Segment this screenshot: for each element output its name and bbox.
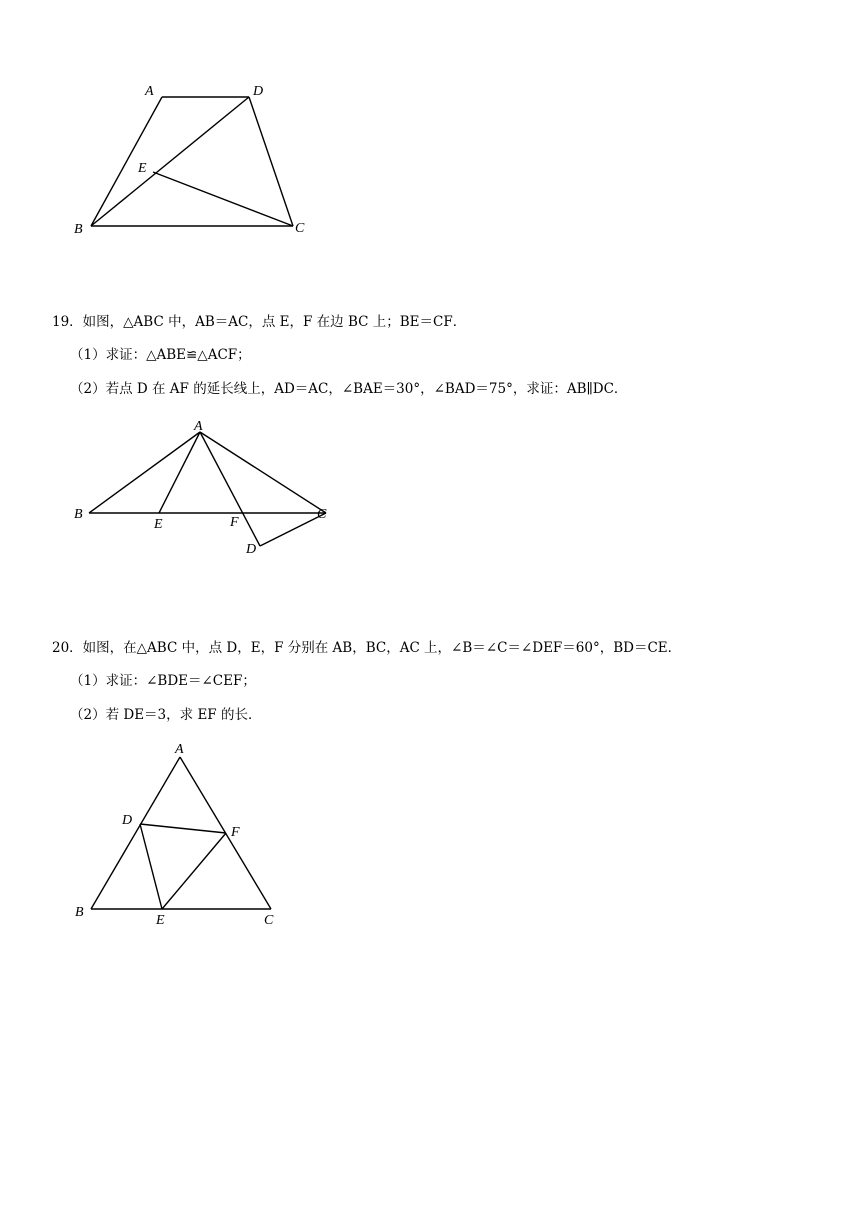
- figure-18-lines: [91, 97, 293, 226]
- segment-EC: [153, 172, 293, 226]
- q20-part1: （1）求证：∠BDE＝∠CEF；: [70, 673, 256, 689]
- segment-AB: [91, 97, 162, 226]
- figure-19-lines: [89, 432, 326, 546]
- q19-part2: （2）若点 D 在 AF 的延长线上，AD＝AC，∠BAE＝30°，∠BAD＝75°，求证：AB∥DC．: [70, 381, 628, 397]
- label-D-19: D: [246, 542, 257, 557]
- segment-AC-19: [200, 432, 326, 513]
- label-C-20: C: [264, 913, 274, 928]
- segment-BD: [91, 97, 249, 226]
- label-E-19: E: [154, 517, 163, 532]
- label-B: B: [74, 222, 83, 237]
- label-C-19: C: [317, 507, 327, 522]
- label-A: A: [145, 84, 154, 99]
- label-F-20: F: [231, 825, 240, 840]
- figure-20-lines: [91, 757, 271, 909]
- q20-stem: 20．如图，在△ABC 中，点 D，E，F 分别在 AB，BC，AC 上，∠B＝∠C＝∠DEF＝60°，BD＝CE．: [52, 640, 682, 656]
- segment-DC: [249, 97, 293, 226]
- q20-part2: （2）若 DE＝3，求 EF 的长．: [70, 707, 262, 723]
- label-A-19: A: [194, 419, 203, 434]
- label-E: E: [138, 161, 147, 176]
- label-B-20: B: [75, 905, 84, 920]
- segment-DE-20: [140, 824, 162, 909]
- label-E-20: E: [156, 913, 165, 928]
- label-C: C: [295, 221, 305, 236]
- q19-stem: 19．如图，△ABC 中，AB＝AC，点 E，F 在边 BC 上；BE＝CF．: [52, 314, 467, 330]
- label-B-19: B: [74, 507, 83, 522]
- label-D: D: [253, 84, 264, 99]
- label-A-20: A: [175, 742, 184, 757]
- segment-AB-19: [89, 432, 200, 513]
- segment-AB-20: [91, 757, 180, 909]
- label-F-19: F: [230, 515, 239, 530]
- q19-part1: （1）求证：△ABE≌△ACF；: [70, 347, 251, 363]
- label-D-20: D: [122, 813, 133, 828]
- segment-DF-20: [140, 824, 226, 833]
- segment-EF-20: [162, 833, 226, 909]
- segment-AE-19: [159, 432, 200, 513]
